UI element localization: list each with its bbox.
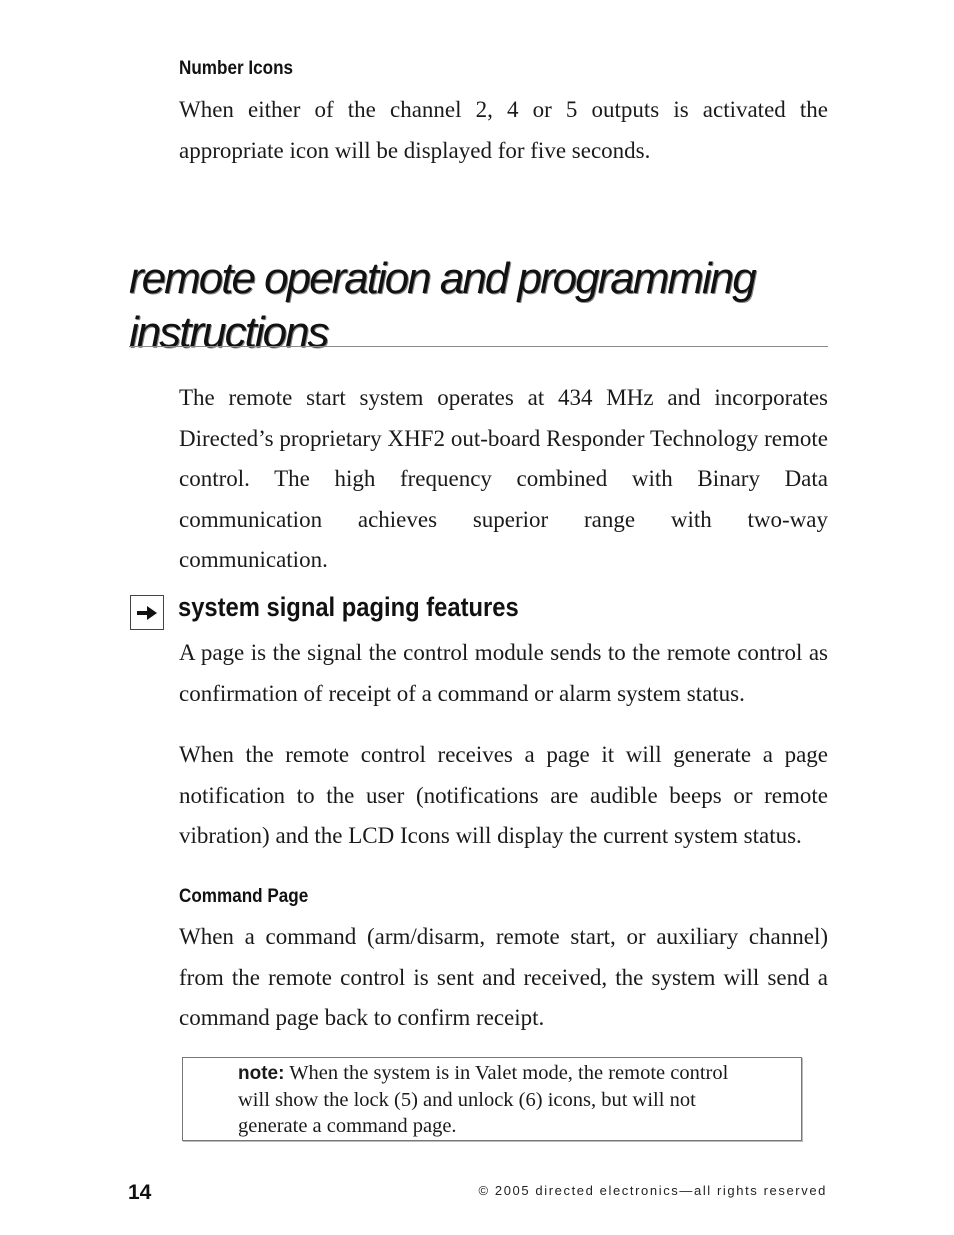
note-label: note: [238,1063,285,1084]
intro-paragraph: The remote start system operates at 434 MHz and incorporates Directed’s proprietary XHF2 out-board Responder Technology remote control. The high frequency combined with Binary Data communication achieves superior range with two-way communication. [179,385,828,572]
number-icons-text: When either of the channel 2, 4 or 5 outputs is activated the appropriate icon will be displayed for five seconds. [179,97,828,163]
note-box [182,1057,802,1141]
chapter-title-line-2: instructions [129,308,328,357]
command-page-heading: Command Page [179,886,309,907]
copyright-notice: © 2005 directed electronics—all rights reserved [478,1183,827,1198]
signal-paging-paragraph-2: When the remote control receives a page it will generate a page notification to the user (notifications are audible beeps or remote vibration) and the LCD Icons will display the current system status. [179,742,828,848]
chapter-title [129,252,828,360]
signal-paging-heading: system signal paging features [178,592,519,622]
page-number: 14 [128,1181,152,1204]
chapter-title-line-1: remote operation and programming [129,254,755,303]
note-content [238,1060,758,1139]
command-page-text: When a command (arm/disarm, remote start, or auxiliary channel) from the remote control is sent and received, the system will send a command page back to confirm receipt. [179,924,828,1030]
number-icons-heading: Number Icons [179,58,294,79]
note-text: When the system is in Valet mode, the remote control will show the lock (5) and unlock (6) icons, but will not generate a command page. [238,1062,729,1137]
signal-paging-paragraph-1: A page is the signal the control module sends to the remote control as confirmation of receipt of a command or alarm system status. [179,640,828,706]
title-divider [129,346,828,347]
arrow-right-icon [130,595,164,630]
